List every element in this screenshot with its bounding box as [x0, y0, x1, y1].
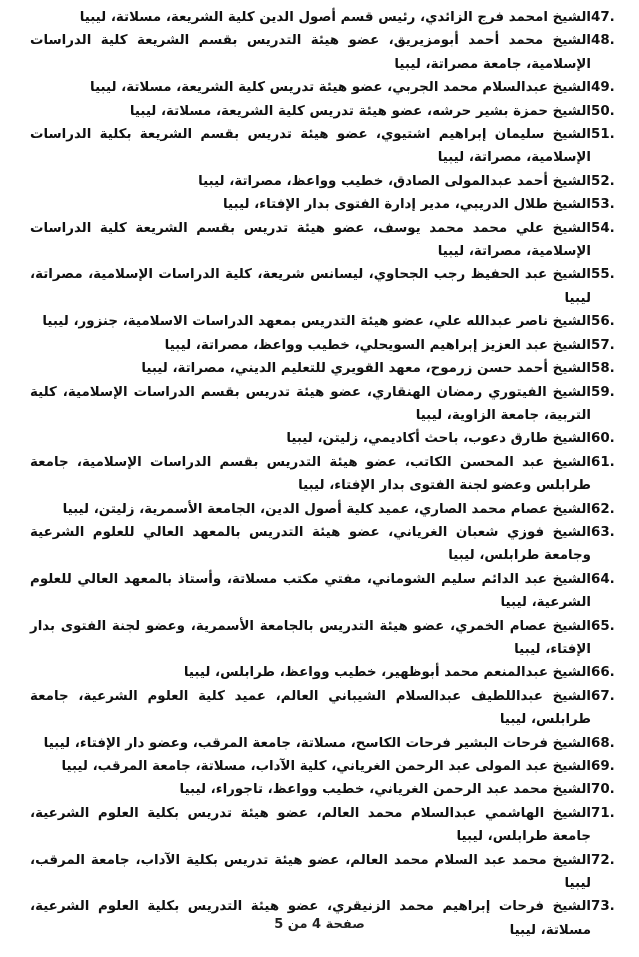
item-text: الشيخ عبد المحسن الكاتب، عضو هيئة التدريس بقسم الدراسات الإسلامية، جامعة طرابلس وعضو لجنة الفتوى بدار الإفتاء، ليبيا: [30, 454, 591, 494]
item-number: 53.: [591, 197, 615, 213]
item-number: 64.: [591, 571, 615, 587]
list-item: [30, 427, 621, 450]
item-number: 59.: [591, 384, 615, 400]
list-item: [30, 123, 621, 170]
list-item: [30, 685, 621, 732]
list-item: [30, 568, 621, 615]
item-text: الشيخ فوزي شعبان الغرياني، عضو هيئة التدريس بالمعهد العالي للعلوم الشرعية وجامعة طرابلس، ليبيا: [30, 524, 591, 564]
item-text: الشيخ عبد المولى عبد الرحمن الغرياني، كلية الآداب، مسلاتة، جامعة المرقب، ليبيا: [61, 759, 591, 774]
item-number: 67.: [591, 688, 615, 704]
item-number: 72.: [591, 852, 615, 868]
item-number: 50.: [591, 103, 615, 119]
item-number: 52.: [591, 173, 615, 189]
list-item: [30, 263, 621, 310]
page-number: صفحة 4 من 5: [274, 917, 365, 932]
item-text: الشيخ امحمد فرج الزائدي، رئيس قسم أصول الدين كلية الشريعة، مسلاتة، ليبيا: [79, 10, 591, 25]
item-text: الشيخ عبدالسلام محمد الجربي، عضو هيئة تدريس كلية الشريعة، مسلاتة، ليبيا: [90, 80, 591, 96]
item-text: الشيخ محمد عبد الرحمن الغرياني، خطيب وواعظ، تاجوراء، ليبيا: [179, 782, 591, 798]
list-item: [30, 755, 621, 778]
list-item: [30, 615, 621, 662]
item-text: الشيخ محمد أحمد أبومزيريق، عضو هيئة التدريس بقسم الشريعة كلية الدراسات الإسلامية، جامعة مصراتة، ليبيا: [30, 33, 591, 72]
item-text: الشيخ فرحات البشير فرحات الكاسح، مسلاتة، جامعة المرقب، وعضو دار الإفتاء، ليبيا: [43, 735, 591, 751]
item-text: الشيخ حمزة بشير حرشه، عضو هيئة تدريس كلية الشريعة، مسلاتة، ليبيا: [129, 103, 591, 119]
item-number: 71.: [591, 805, 615, 821]
list-item: [30, 6, 621, 29]
list-item: [30, 778, 621, 801]
item-text: الشيخ الفيتوري رمضان الهنقاري، عضو هيئة تدريس بقسم الدراسات الإسلامية، كلية التربية، جامعة الزاوية، ليبيا: [30, 384, 591, 423]
item-text: الشيخ طارق دعوب، باحث أكاديمي، زليتن، ليبيا: [286, 431, 591, 447]
list-item: [30, 29, 621, 76]
list-item: [30, 802, 621, 849]
list-item: [30, 310, 621, 333]
item-number: 51.: [591, 127, 615, 143]
item-number: 54.: [591, 220, 615, 236]
list-item: [30, 661, 621, 684]
item-text: الشيخ عبد العزيز إبراهيم السويحلي، خطيب وواعظ، مصراتة، ليبيا: [164, 337, 591, 353]
item-number: 58.: [591, 361, 615, 377]
item-text: الشيخ ناصر عبدالله علي، عضو هيئة التدريس بمعهد الدراسات الاسلامية، جنزور، ليبيا: [42, 314, 591, 330]
list-item: [30, 217, 621, 264]
item-number: 56.: [591, 314, 615, 330]
item-number: 61.: [591, 454, 615, 470]
list-item: [30, 451, 621, 498]
item-text: الشيخ أحمد حسن زرموح، معهد القويري للتعليم الديني، مصراتة، ليبيا: [141, 361, 591, 377]
item-number: 68.: [591, 735, 615, 751]
item-text: الشيخ محمد عبد السلام محمد العالم، عضو هيئة تدريس بكلية الآداب، جامعة المرقب، ليبيا: [30, 852, 591, 892]
item-number: 49.: [591, 80, 615, 96]
item-number: 73.: [591, 899, 615, 915]
item-text: الشيخ عصام محمد الصاري، عميد كلية أصول الدين، الجامعة الأسمرية، زليتن، ليبيا: [62, 501, 591, 517]
list-item: [30, 521, 621, 568]
item-number: 55.: [591, 267, 615, 283]
item-number: 70.: [591, 782, 615, 798]
item-text: الشيخ علي محمد محمد يوسف، عضو هيئة تدريس بقسم الشريعة كلية الدراسات الإسلامية، مصراتة، ليبيا: [30, 220, 591, 260]
item-text: الشيخ طلال الدريبي، مدير إدارة الفتوى بدار الإفتاء، ليبيا: [223, 197, 591, 213]
list-item: [30, 849, 621, 896]
item-text: الشيخ الهاشمي عبدالسلام محمد العالم، عضو هيئة تدريس بكلية العلوم الشرعية، جامعة طرابلس، ليبيا: [30, 805, 591, 845]
list-item: [30, 334, 621, 357]
list-item: [30, 76, 621, 99]
item-number: 57.: [591, 337, 615, 353]
list-item: [30, 170, 621, 193]
item-text: الشيخ أحمد عبدالمولى الصادق، خطيب وواعظ، مصراتة، ليبيا: [198, 173, 591, 189]
item-number: 69.: [591, 759, 615, 774]
item-text: الشيخ سليمان إبراهيم اشتيوي، عضو هيئة تدريس بقسم الشريعة بكلية الدراسات الإسلامية، مصراتة، ليبيا: [30, 127, 591, 166]
item-text: الشيخ عبداللطيف عبدالسلام الشيباني العالم، عميد كلية العلوم الشرعية، جامعة طرابلس، ليبيا: [30, 688, 591, 728]
list-item: [30, 732, 621, 755]
item-text: الشيخ عبد الدائم سليم الشوماني، مفتي مكتب مسلاتة، وأستاذ بالمعهد العالي للعلوم الشرعية، ليبيا: [30, 571, 591, 611]
item-number: 65.: [591, 618, 615, 634]
list-item: [30, 498, 621, 521]
item-number: 47.: [591, 10, 615, 25]
list-item: [30, 193, 621, 216]
item-text: الشيخ عبد الحفيظ رجب الجحاوي، ليسانس شريعة، كلية الدراسات الإسلامية، مصراتة، ليبيا: [30, 267, 591, 306]
item-number: 62.: [591, 501, 615, 517]
item-number: 48.: [591, 33, 615, 49]
item-text: الشيخ عصام الخمري، عضو هيئة التدريس بالجامعة الأسمرية، وعضو لجنة الفتوى بدار الإفتاء، ليبيا: [30, 618, 591, 657]
item-number: 60.: [591, 431, 615, 447]
list-item: [30, 381, 621, 428]
item-text: الشيخ عبدالمنعم محمد أبوظهير، خطيب وواعظ، طرابلس، ليبيا: [183, 665, 591, 681]
item-number: 66.: [591, 665, 615, 681]
list-item: [30, 100, 621, 123]
list-item: [30, 357, 621, 380]
item-number: 63.: [591, 524, 615, 540]
signatories-list: [30, 6, 621, 942]
item-text: الشيخ فرحات إبراهيم محمد الزنيقري، عضو هيئة التدريس بكلية العلوم الشرعية، مسلاتة، ليبيا: [30, 899, 591, 938]
